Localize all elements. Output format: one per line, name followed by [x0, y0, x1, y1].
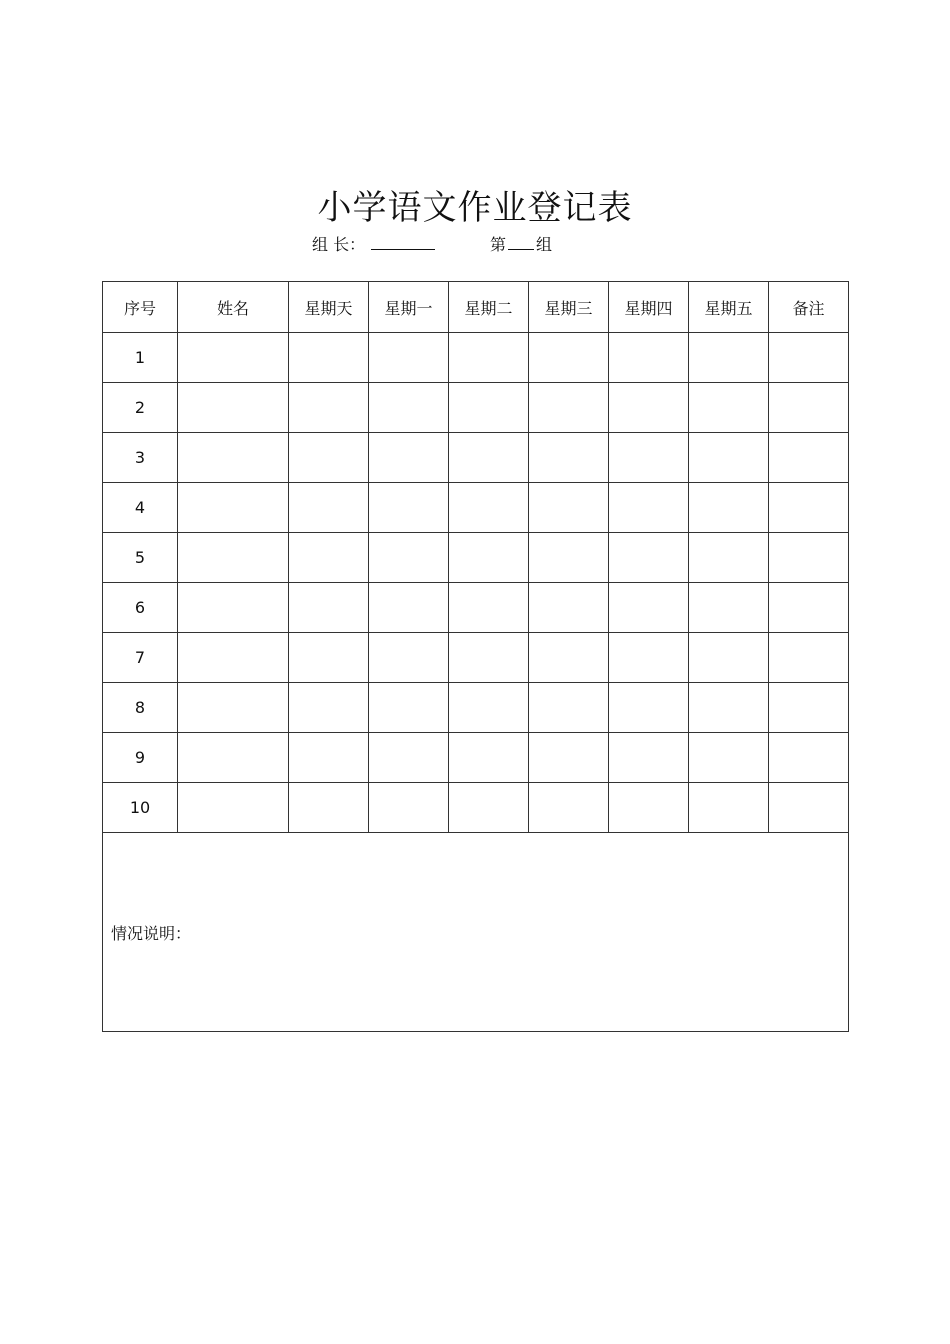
header-friday: 星期五 — [689, 282, 769, 333]
entry-cell[interactable] — [289, 333, 369, 383]
table-row — [103, 383, 849, 433]
entry-cell[interactable] — [449, 633, 529, 683]
entry-cell[interactable] — [369, 683, 449, 733]
entry-cell[interactable] — [178, 433, 289, 483]
entry-cell[interactable] — [178, 533, 289, 583]
entry-cell[interactable] — [289, 733, 369, 783]
notes-cell[interactable] — [103, 833, 849, 1032]
entry-cell[interactable] — [609, 383, 689, 433]
header-remarks: 备注 — [769, 282, 849, 333]
entry-cell[interactable] — [289, 483, 369, 533]
entry-cell[interactable] — [769, 583, 849, 633]
header-monday: 星期一 — [369, 282, 449, 333]
row-index-cell: 2 — [103, 383, 178, 433]
entry-cell[interactable] — [689, 383, 769, 433]
entry-cell[interactable] — [449, 383, 529, 433]
entry-cell[interactable] — [769, 383, 849, 433]
entry-cell[interactable] — [178, 783, 289, 833]
entry-cell[interactable] — [289, 533, 369, 583]
row-index-cell: 5 — [103, 533, 178, 583]
entry-cell[interactable] — [449, 333, 529, 383]
entry-cell[interactable] — [529, 783, 609, 833]
entry-cell[interactable] — [529, 533, 609, 583]
entry-cell[interactable] — [609, 333, 689, 383]
entry-cell[interactable] — [769, 533, 849, 583]
group-number-suffix: 组 — [536, 235, 553, 254]
entry-cell[interactable] — [689, 683, 769, 733]
entry-cell[interactable] — [529, 683, 609, 733]
entry-cell[interactable] — [609, 483, 689, 533]
entry-cell[interactable] — [529, 333, 609, 383]
entry-cell[interactable] — [769, 483, 849, 533]
group-leader-label: 组 长： — [312, 235, 366, 254]
table-row — [103, 733, 849, 783]
entry-cell[interactable] — [769, 733, 849, 783]
row-index-cell: 10 — [103, 783, 178, 833]
entry-cell[interactable] — [609, 783, 689, 833]
row-index-cell: 8 — [103, 683, 178, 733]
table-row — [103, 533, 849, 583]
notes-label: 情况说明： — [111, 923, 192, 943]
entry-cell[interactable] — [369, 733, 449, 783]
row-index-cell: 9 — [103, 733, 178, 783]
entry-cell[interactable] — [178, 383, 289, 433]
entry-cell[interactable] — [609, 533, 689, 583]
entry-cell[interactable] — [178, 633, 289, 683]
page-title: 小学语文作业登记表 — [317, 188, 633, 228]
entry-cell[interactable] — [689, 333, 769, 383]
entry-cell[interactable] — [369, 383, 449, 433]
homework-register-table — [102, 281, 849, 1032]
header-index: 序号 — [103, 282, 178, 333]
table-row — [103, 583, 849, 633]
entry-cell[interactable] — [769, 433, 849, 483]
row-index-cell: 1 — [103, 333, 178, 383]
entry-cell[interactable] — [689, 533, 769, 583]
header-sunday: 星期天 — [289, 282, 369, 333]
entry-cell[interactable] — [609, 583, 689, 633]
entry-cell[interactable] — [609, 733, 689, 783]
entry-cell[interactable] — [449, 783, 529, 833]
table-row — [103, 783, 849, 833]
entry-cell[interactable] — [449, 583, 529, 633]
entry-cell[interactable] — [529, 733, 609, 783]
entry-cell[interactable] — [289, 683, 369, 733]
group-number-blank[interactable] — [508, 235, 534, 250]
entry-cell[interactable] — [609, 683, 689, 733]
entry-cell[interactable] — [609, 633, 689, 683]
entry-cell[interactable] — [178, 483, 289, 533]
entry-cell[interactable] — [289, 633, 369, 683]
header-thursday: 星期四 — [609, 282, 689, 333]
table-row — [103, 483, 849, 533]
entry-cell[interactable] — [449, 533, 529, 583]
table-row — [103, 433, 849, 483]
entry-cell[interactable] — [369, 633, 449, 683]
entry-cell[interactable] — [769, 633, 849, 683]
entry-cell[interactable] — [689, 583, 769, 633]
entry-cell[interactable] — [178, 333, 289, 383]
entry-cell[interactable] — [369, 483, 449, 533]
entry-cell[interactable] — [178, 583, 289, 633]
entry-cell[interactable] — [289, 383, 369, 433]
row-index-cell: 4 — [103, 483, 178, 533]
header-tuesday: 星期二 — [449, 282, 529, 333]
entry-cell[interactable] — [369, 783, 449, 833]
group-leader-field — [312, 234, 435, 256]
group-leader-blank[interactable] — [371, 235, 435, 250]
notes-row — [103, 833, 849, 1032]
entry-cell[interactable] — [689, 633, 769, 683]
entry-cell[interactable] — [369, 433, 449, 483]
entry-cell[interactable] — [689, 733, 769, 783]
entry-cell[interactable] — [529, 383, 609, 433]
header-wednesday: 星期三 — [529, 282, 609, 333]
entry-cell[interactable] — [289, 433, 369, 483]
entry-cell[interactable] — [178, 683, 289, 733]
entry-cell[interactable] — [289, 583, 369, 633]
entry-cell[interactable] — [769, 683, 849, 733]
group-number-field — [490, 234, 552, 256]
entry-cell[interactable] — [689, 483, 769, 533]
entry-cell[interactable] — [449, 483, 529, 533]
entry-cell[interactable] — [769, 333, 849, 383]
table-row — [103, 683, 849, 733]
entry-cell[interactable] — [369, 333, 449, 383]
row-index-cell: 3 — [103, 433, 178, 483]
entry-cell[interactable] — [449, 433, 529, 483]
entry-cell[interactable] — [769, 783, 849, 833]
entry-cell[interactable] — [689, 433, 769, 483]
group-number-prefix: 第 — [490, 235, 507, 254]
entry-cell[interactable] — [529, 633, 609, 683]
entry-cell[interactable] — [529, 433, 609, 483]
entry-cell[interactable] — [529, 483, 609, 533]
entry-cell[interactable] — [289, 783, 369, 833]
row-index-cell: 7 — [103, 633, 178, 683]
entry-cell[interactable] — [689, 783, 769, 833]
entry-cell[interactable] — [369, 583, 449, 633]
header-name: 姓名 — [178, 282, 289, 333]
entry-cell[interactable] — [178, 733, 289, 783]
table-row — [103, 633, 849, 683]
entry-cell[interactable] — [529, 583, 609, 633]
row-index-cell: 6 — [103, 583, 178, 633]
table-row — [103, 333, 849, 383]
entry-cell[interactable] — [449, 683, 529, 733]
entry-cell[interactable] — [609, 433, 689, 483]
entry-cell[interactable] — [369, 533, 449, 583]
table-header-row — [103, 282, 849, 333]
entry-cell[interactable] — [449, 733, 529, 783]
